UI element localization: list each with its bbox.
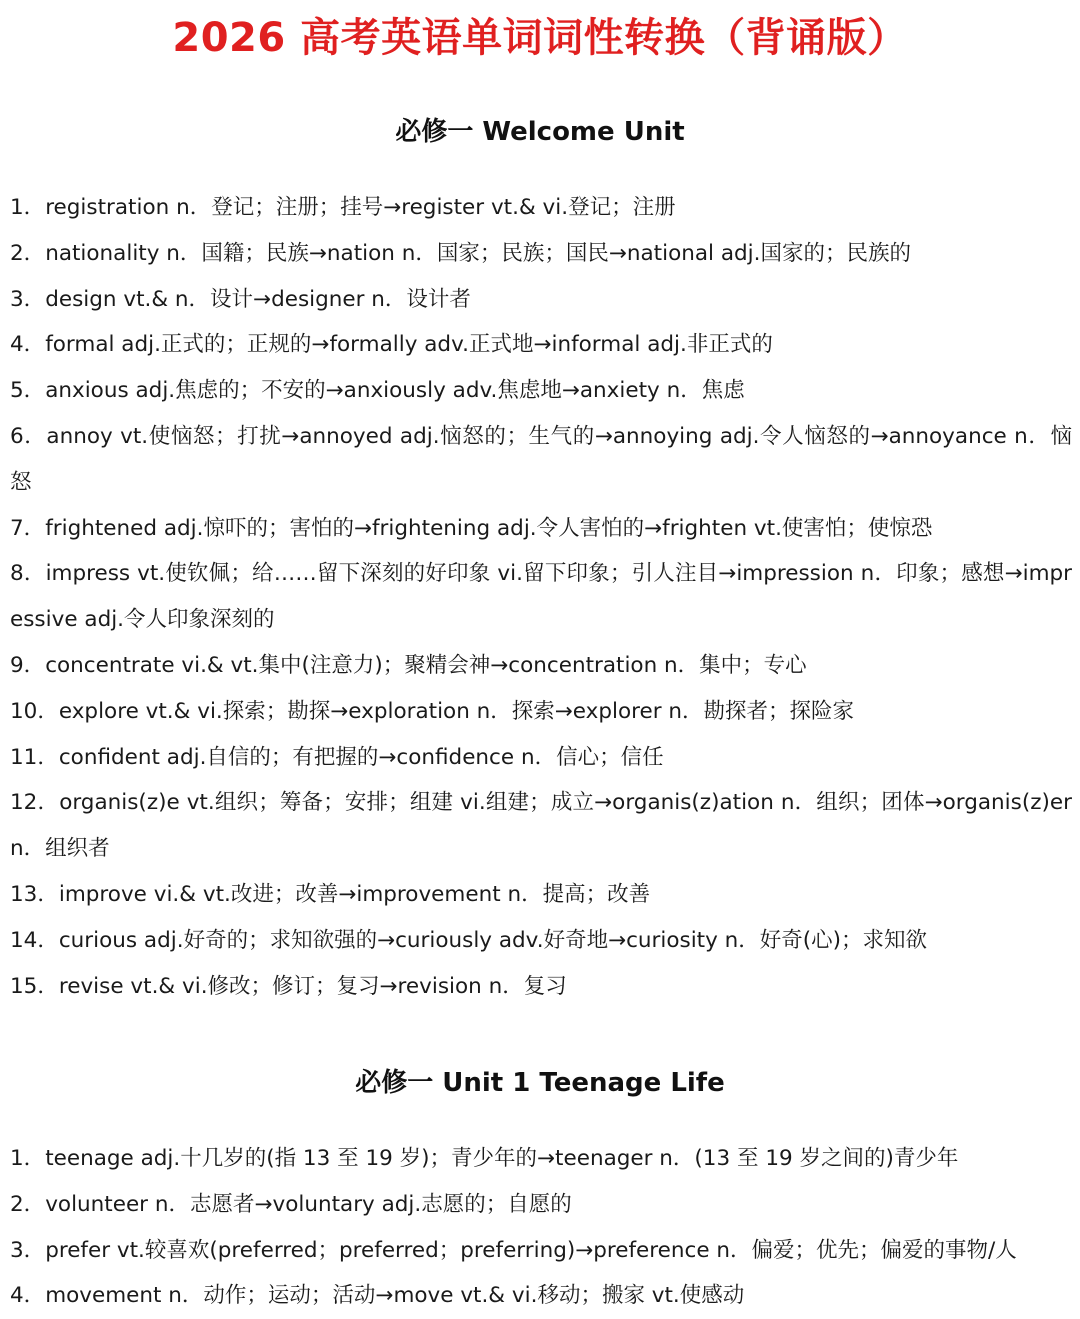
item-text: revise vt.& vi.修改；修订；复习→revision n．复习 xyxy=(58,973,567,999)
item-text: frightened adj.惊吓的；害怕的→frightening adj.令人害怕的→frighten vt.使害怕；使惊恐 xyxy=(45,515,933,541)
list-item xyxy=(10,1228,1072,1274)
list-item xyxy=(10,322,1072,368)
item-text: concentrate vi.& vt.集中(注意力)；聚精会神→concentration n．集中；专心 xyxy=(45,652,807,678)
item-text: teenage adj.十几岁的(指 13 至 19 岁)；青少年的→teenager n．(13 至 19 岁之间的)青少年 xyxy=(45,1146,959,1171)
document-title: 2026 高考英语单词词性转换（背诵版） xyxy=(172,15,908,61)
vocab-list-welcome-unit xyxy=(10,185,1072,1009)
item-text: anxious adj.焦虑的；不安的→anxiously adv.焦虑地→anxiety n．焦虑 xyxy=(45,378,745,404)
item-number: 3． xyxy=(10,1237,46,1263)
item-text: organis(z)e vt.组织；筹备；安排；组建 vi.组建；成立→organis(z)ation n．组织；团体→organis(z)er n．组织者 xyxy=(10,790,1072,862)
list-item xyxy=(10,277,1072,323)
list-item xyxy=(10,689,1072,735)
item-number: 9． xyxy=(10,652,46,678)
list-item xyxy=(10,964,1072,1010)
item-number: 11． xyxy=(10,744,59,770)
item-text: curious adj.好奇的；求知欲强的→curiously adv.好奇地→curiosity n．好奇(心)；求知欲 xyxy=(58,927,928,953)
item-text: design vt.& n．设计→designer n．设计者 xyxy=(45,286,471,312)
item-number: 12． xyxy=(10,790,60,816)
item-number: 3． xyxy=(10,286,46,312)
list-item xyxy=(10,551,1072,643)
list-item xyxy=(10,185,1072,231)
item-text: improve vi.& vt.改进；改善→improvement n．提高；改善 xyxy=(58,881,651,907)
list-item xyxy=(10,735,1072,781)
item-text: annoy vt.使恼怒；打扰→annoyed adj.恼怒的；生气的→annoying adj.令人恼怒的→annoyance n．恼怒 xyxy=(10,423,1073,495)
item-number: 15． xyxy=(10,973,59,999)
vocab-list-unit-1 xyxy=(10,1136,1072,1319)
item-text: movement n．动作；运动；活动→move vt.& vi.移动；搬家 vt.使感动 xyxy=(45,1283,745,1309)
item-number: 2． xyxy=(10,1191,46,1217)
item-text: impress vt.使钦佩；给……留下深刻的好印象 vi.留下印象；引人注目→impression n．印象；感想→impressive adj.令人印象深刻的 xyxy=(10,561,1072,633)
item-number: 6． xyxy=(10,423,47,449)
item-number: 5． xyxy=(10,378,46,404)
list-item xyxy=(10,414,1072,506)
section-heading-welcome-unit: 必修一 Welcome Unit xyxy=(395,117,685,147)
list-item xyxy=(10,1136,1072,1182)
list-item xyxy=(10,643,1072,689)
list-item xyxy=(10,872,1072,918)
item-text: formal adj.正式的；正规的→formally adv.正式地→informal adj.非正式的 xyxy=(45,332,773,358)
item-text: nationality n．国籍；民族→nation n．国家；民族；国民→national adj.国家的；民族的 xyxy=(45,240,911,266)
item-text: confident adj.自信的；有把握的→confidence n．信心；信任 xyxy=(58,744,664,770)
item-number: 10． xyxy=(10,698,59,724)
item-text: volunteer n．志愿者→voluntary adj.志愿的；自愿的 xyxy=(45,1191,572,1217)
item-number: 4． xyxy=(10,1283,46,1309)
item-number: 7． xyxy=(10,515,46,541)
item-text: explore vt.& vi.探索；勘探→exploration n．探索→explorer n．勘探者；探险家 xyxy=(58,698,855,724)
item-number: 13． xyxy=(10,881,59,907)
list-item xyxy=(10,1273,1072,1319)
item-number: 1． xyxy=(10,1146,46,1171)
list-item xyxy=(10,506,1072,552)
item-number: 8． xyxy=(10,561,46,587)
item-number: 2． xyxy=(10,240,46,266)
section-heading-unit-1: 必修一 Unit 1 Teenage Life xyxy=(355,1068,725,1098)
item-text: prefer vt.较喜欢(preferred；preferred；preferring)→preference n．偏爱；优先；偏爱的事物/人 xyxy=(45,1237,1017,1263)
item-number: 14． xyxy=(10,927,59,953)
list-item xyxy=(10,1182,1072,1228)
item-text: registration n．登记；注册；挂号→register vt.& vi.登记；注册 xyxy=(45,195,676,220)
list-item xyxy=(10,231,1072,277)
list-item xyxy=(10,918,1072,964)
item-number: 4． xyxy=(10,332,46,358)
item-number: 1． xyxy=(10,195,46,220)
list-item xyxy=(10,368,1072,414)
list-item xyxy=(10,780,1072,872)
